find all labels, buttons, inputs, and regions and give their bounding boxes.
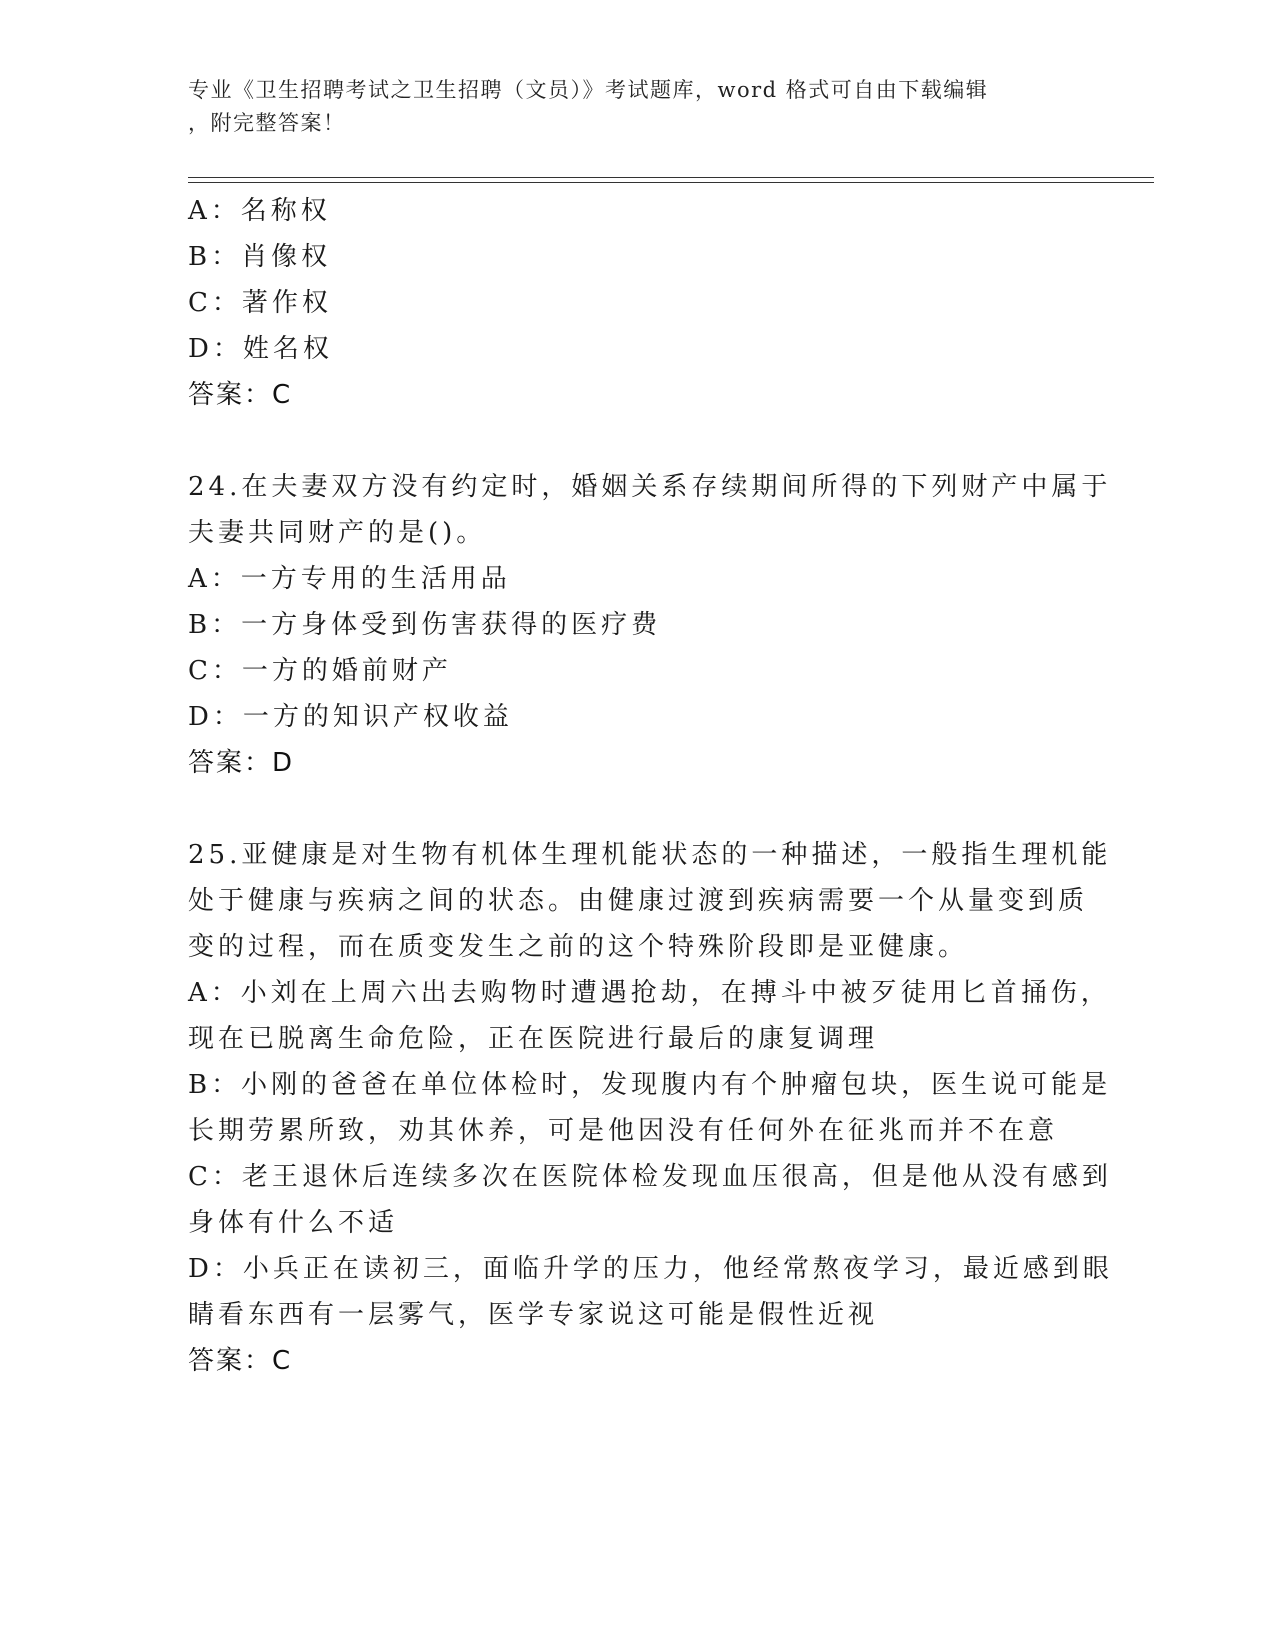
option-a: A：一方专用的生活用品 [188,564,511,594]
question-stem-line: 变的过程，而在质变发生之前的这个特殊阶段即是亚健康。 [188,932,969,962]
spacer [188,418,1088,464]
header-divider-bottom [188,182,1154,183]
option-a: A：名称权 [188,196,331,226]
option-b: B：一方身体受到伤害获得的医疗费 [188,610,662,640]
option-a-line: A：小刘在上周六出去购物时遭遇抢劫，在搏斗中被歹徒用匕首捅伤， [188,978,1111,1008]
question-stem-line: 处于健康与疾病之间的状态。由健康过渡到疾病需要一个从量变到质 [188,886,1089,916]
option-b-line: 长期劳累所致，劝其休养，可是他因没有任何外在征兆而并不在意 [188,1116,1059,1146]
question-24 [188,464,1112,786]
option-c-line: C：老王退休后连续多次在医院体检发现血压很高，但是他从没有感到 [188,1162,1112,1192]
question-23 [188,188,1088,418]
question-stem-line: 24.在夫妻双方没有约定时，婚姻关系存续期间所得的下列财产中属于 [188,472,1112,502]
question-25 [188,832,1113,1384]
option-c: C：一方的婚前财产 [188,656,452,686]
option-d-line: 睛看东西有一层雾气，医学专家说这可能是假性近视 [188,1300,879,1330]
option-d: D：姓名权 [188,334,333,364]
header-line-1: 专业《卫生招聘考试之卫生招聘（文员）》考试题库，word 格式可自由下载编辑 [188,78,989,102]
option-d: D：一方的知识产权收益 [188,702,513,732]
document-header [188,74,1088,140]
header-line-2: ，附完整答案！ [188,111,346,135]
spacer [188,786,1088,832]
option-b-line: B：小刚的爸爸在单位体检时，发现腹内有个肿瘤包块，医生说可能是 [188,1070,1112,1100]
header-divider-top [188,177,1154,178]
answer: 答案：C [188,380,293,410]
answer: 答案：D [188,748,295,778]
option-a-line: 现在已脱离生命危险，正在医院进行最后的康复调理 [188,1024,879,1054]
question-stem-line: 夫妻共同财产的是()。 [188,518,487,548]
question-stem-line: 25.亚健康是对生物有机体生理机能状态的一种描述，一般指生理机能 [188,840,1112,870]
option-c: C：著作权 [188,288,332,318]
option-c-line: 身体有什么不适 [188,1208,399,1238]
answer: 答案：C [188,1346,293,1376]
question-list [188,188,1113,1384]
option-d-line: D：小兵正在读初三，面临升学的压力，他经常熬夜学习，最近感到眼 [188,1254,1113,1284]
option-b: B：肖像权 [188,242,332,272]
